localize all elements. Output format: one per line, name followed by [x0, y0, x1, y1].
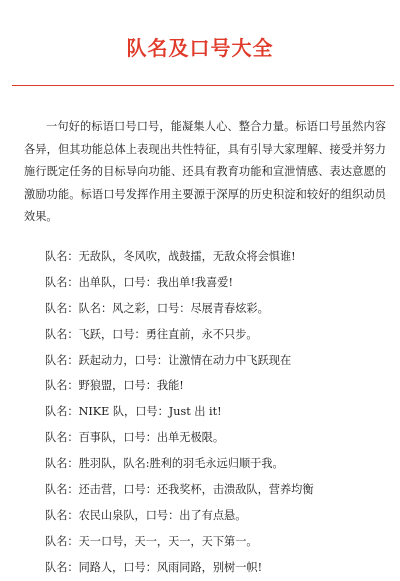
list-item: 队名：胜羽队，队名:胜利的羽毛永远归顺于我。: [45, 457, 284, 471]
intro-paragraph: 一句好的标语口号口号，能凝集人心、整合力量。标语口号虽然内容各异，但其功能总体上表现出共性特征，具有引导大家理解、接受并努力施行既定任务的目标导向功能、还具有教育功能和宣泄情感、表达意愿的激励功能。标语口号发挥作用主要源于深厚的历史积淀和较好的组织动员效果。: [24, 120, 386, 224]
list-item: 队名：队名：风之彩，口号：尽展青春炫彩。: [45, 301, 269, 315]
list-item: 队名：还击营，口号：还我奖杯，击溃敌队，营养均衡: [45, 483, 314, 497]
list-item: 队名：飞跃，口号：勇往直前，永不只步。: [45, 327, 258, 341]
team-slogan-list: [45, 244, 390, 581]
list-item: 队名：NIKE 队，口号：Just 出 it!: [45, 405, 222, 419]
title-divider: [12, 85, 394, 86]
list-item: 队名：野狼盟，口号：我能!: [45, 379, 184, 393]
list-item: 队名：出单队，口号：我出单!我喜爱!: [45, 275, 233, 289]
list-item: 队名：农民山泉队，口号：出了有点悬。: [45, 508, 247, 522]
list-item: 队名：同路人，口号：风雨同路，别树一帜!: [45, 560, 263, 574]
list-item: 队名：天一口号，天一，天一，天下第一。: [45, 534, 258, 548]
list-item: 队名：无敌队，冬风吹，战鼓擂，无敌众将会惧谁!: [45, 250, 296, 263]
list-item: 队名：百事队，口号：出单无极限。: [45, 431, 225, 445]
page-title: 队名及口号大全: [126, 36, 274, 60]
list-item: 队名：跃起动力，口号：让激情在动力中飞跃现在: [45, 353, 292, 367]
